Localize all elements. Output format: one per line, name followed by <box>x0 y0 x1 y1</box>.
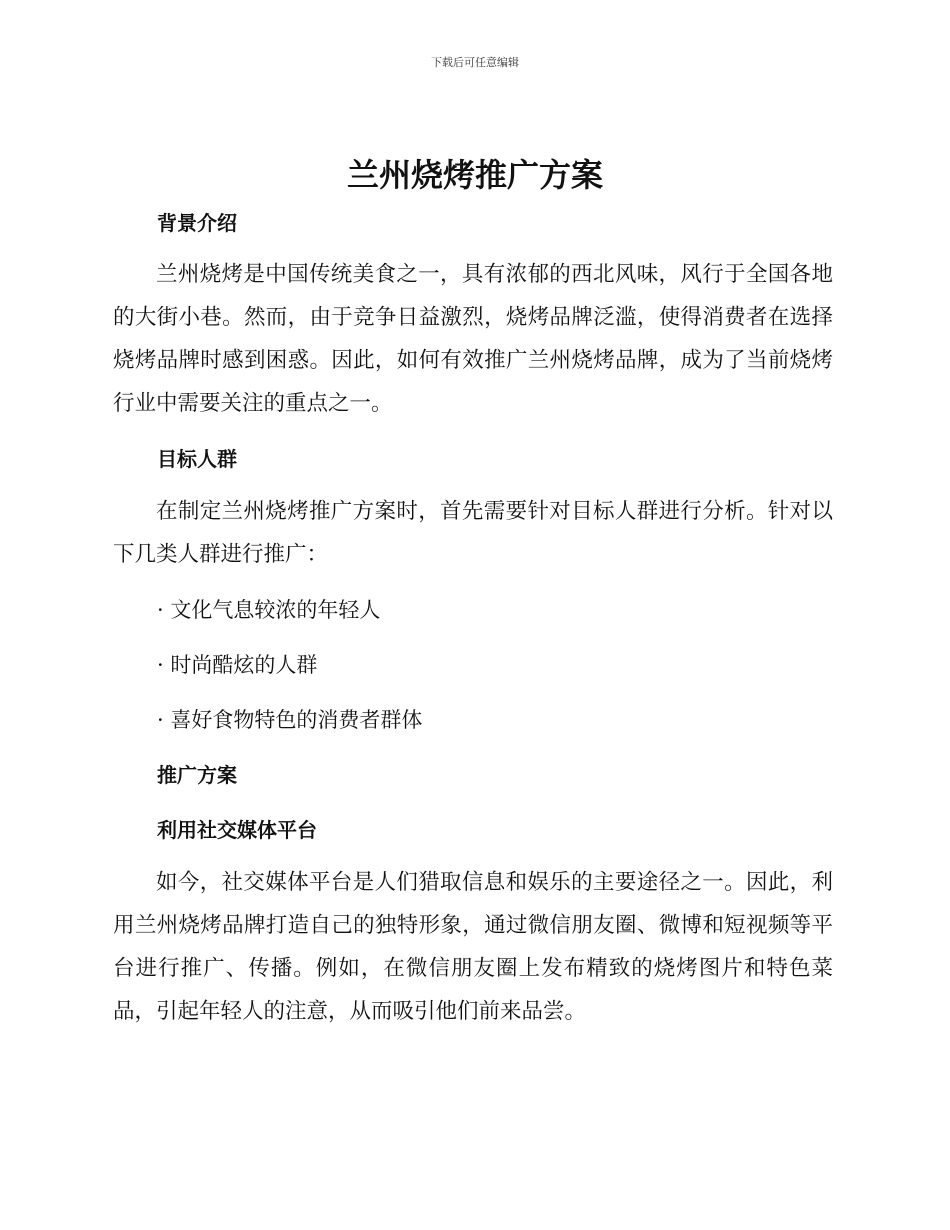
paragraph-social-media: 如今，社交媒体平台是人们猎取信息和娱乐的主要途径之一。因此，利用兰州烧烤品牌打造自己的独特形象，通过微信朋友圈、微博和短视频等平台进行推广、传播。例如，在微信朋友圈上发布精致的烧烤图片和特色菜品，引起年轻人的注意，从而吸引他们前来品尝。 <box>113 870 833 1024</box>
bullet-fashionable-people: · 时尚酷炫的人群 <box>157 653 318 677</box>
bullet-young-people: · 文化气息较浓的年轻人 <box>157 598 381 622</box>
heading-promotion-plan: 推广方案 <box>157 763 237 787</box>
heading-background: 背景介绍 <box>157 211 237 235</box>
bullet-food-lovers: · 喜好食物特色的消费者群体 <box>157 708 423 732</box>
paragraph-background: 兰州烧烤是中国传统美食之一，具有浓郁的西北风味，风行于全国各地的大街小巷。然而，由于竞争日益激烈，烧烤品牌泛滥，使得消费者在选择烧烤品牌时感到困惑。因此，如何有效推广兰州烧烤品牌，成为了当前烧烤行业中需要关注的重点之一。 <box>113 262 833 416</box>
heading-target-audience: 目标人群 <box>157 447 237 471</box>
page-header-note: 下载后可任意编辑 <box>431 56 519 69</box>
heading-social-media: 利用社交媒体平台 <box>157 818 317 842</box>
document-title: 兰州烧烤推广方案 <box>346 156 603 194</box>
paragraph-target-audience: 在制定兰州烧烤推广方案时，首先需要针对目标人群进行分析。针对以下几类人群进行推广： <box>113 499 833 567</box>
